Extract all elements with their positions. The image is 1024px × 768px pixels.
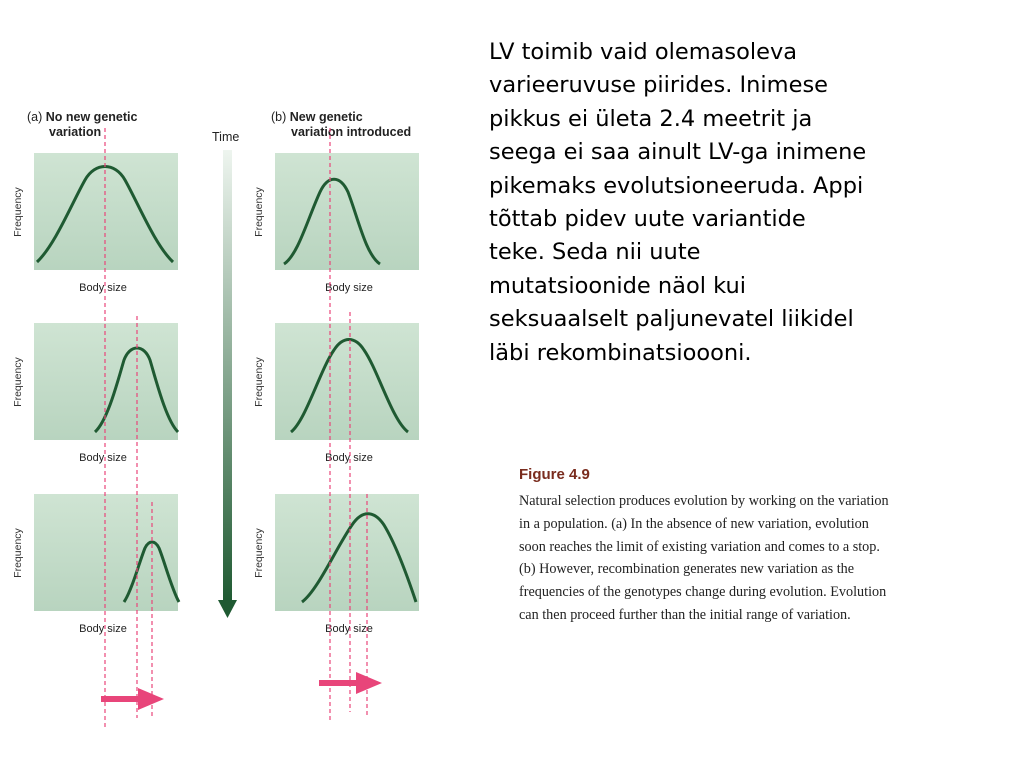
y-label-a1: Frequency bbox=[12, 187, 24, 237]
y-label-b3: Frequency bbox=[253, 528, 265, 578]
caption-line: can then proceed further than the initial range of variation. bbox=[519, 606, 851, 623]
column-a-title-line1: No new genetic bbox=[45, 110, 138, 124]
column-b-prefix: (b) bbox=[271, 110, 287, 124]
y-label-b1: Frequency bbox=[253, 187, 265, 237]
main-text-line: teke. Seda nii uute bbox=[489, 239, 701, 266]
curve-b3 bbox=[302, 514, 416, 602]
caption-line: Natural selection produces evolution by working on the variation bbox=[519, 493, 889, 509]
caption-line: (b) However, recombination generates new variation as the bbox=[519, 561, 855, 578]
column-a-title-line2: variation bbox=[49, 125, 102, 139]
main-text bbox=[489, 36, 1009, 370]
main-text-line: LV toimib vaid olemasoleva bbox=[489, 39, 798, 65]
y-label-a3: Frequency bbox=[12, 528, 24, 578]
x-label-b2: Body size bbox=[325, 452, 373, 464]
main-text-line: pikkus ei ületa 2.4 meetrit ja bbox=[489, 105, 813, 132]
main-text-line: tõttab pidev uute variantide bbox=[489, 206, 806, 233]
time-arrow bbox=[218, 150, 237, 618]
figure-heading: Figure 4.9 bbox=[519, 466, 590, 483]
shift-arrow-a bbox=[101, 688, 164, 710]
curve-b1 bbox=[284, 179, 380, 264]
caption-line: in a population. (a) In the absence of new variation, evolution bbox=[519, 515, 869, 532]
x-label-a1: Body size bbox=[79, 282, 127, 294]
x-label-a3: Body size bbox=[79, 623, 127, 635]
column-b-title-line2: variation introduced bbox=[291, 125, 412, 139]
caption-line: frequencies of the genotypes change during evolution. Evolution bbox=[519, 584, 887, 601]
y-label-a2: Frequency bbox=[12, 357, 24, 407]
figure-caption bbox=[519, 490, 1024, 627]
x-label-b3: Body size bbox=[325, 623, 373, 635]
main-text-line: varieeruvuse piirides. Inimese bbox=[489, 72, 829, 99]
column-b-title-line1: New genetic bbox=[289, 110, 363, 124]
x-label-b1: Body size bbox=[325, 282, 373, 294]
main-text-line: seksuaalselt paljunevatel liikidel bbox=[489, 306, 854, 333]
main-text-line: läbi rekombinatsioooni. bbox=[489, 339, 752, 366]
caption-line: soon reaches the limit of existing variation and comes to a stop. bbox=[519, 538, 880, 555]
time-label: Time bbox=[212, 130, 240, 144]
column-a-prefix: (a) bbox=[27, 110, 43, 124]
main-text-line: seega ei saa ainult LV-ga inimene bbox=[489, 139, 867, 166]
x-label-a2: Body size bbox=[79, 452, 127, 464]
main-text-line: mutatsioonide näol kui bbox=[489, 272, 746, 299]
y-label-b2: Frequency bbox=[253, 357, 265, 407]
main-text-line: pikemaks evolutsioneeruda. Appi bbox=[489, 172, 864, 199]
